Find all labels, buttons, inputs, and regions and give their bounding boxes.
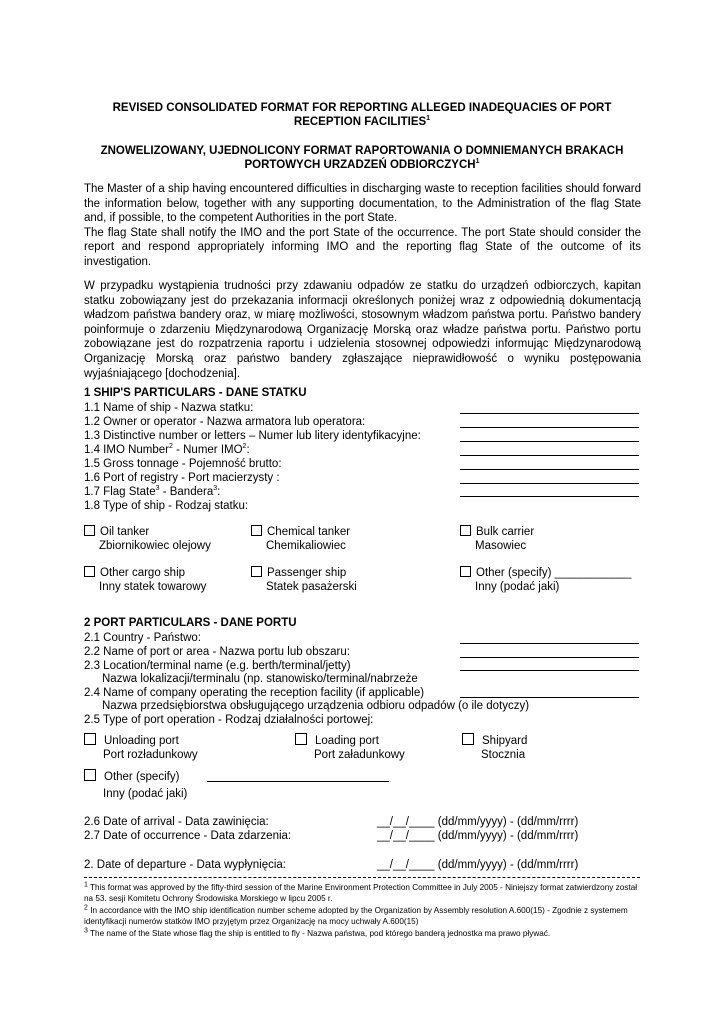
footnote-ref: 1 <box>475 158 480 166</box>
location-field[interactable] <box>460 670 639 671</box>
footnote-ref: 3 <box>213 485 218 493</box>
checkbox-icon[interactable] <box>462 733 474 745</box>
operation-other-field[interactable] <box>207 781 389 782</box>
checkbox-icon[interactable] <box>84 566 95 577</box>
option-label-pl: Inny (podać jaki) <box>475 581 560 593</box>
field-label-occurrence-date: 2.7 Date of occurrence - Data zdarzenia: <box>84 830 292 842</box>
imo-number-field[interactable] <box>460 455 639 456</box>
intro-polish-p: W przypadku wystąpienia trudności przy zdawaniu odpadów ze statku do urządzeń odbiorczych, kapitan statku zobowiązany jest do przekazania informacji określonych poniżej wraz z odpowiednią dokumentacją władzom państwa bandery oraz, w miarę możliwości, stosownym władzom państwa portu. Państwo bandery poinformuje o zdarzeniu Międzynarodową Organizację Morską oraz władze państwa portu. Państwo portu zobowiązane jest do rozpatrzenia raportu i udzielenia stosownej odpowiedzi informując Międzynarodową Organizację Morską oraz państwo bandery zgłaszające nieprawidłowość o wyniku postępowania wyjaśniającego [dochodzenia]. <box>84 280 641 380</box>
footnote-mark: 2 <box>84 904 88 912</box>
intro-english <box>84 182 641 270</box>
option-label: Other cargo ship <box>100 567 186 579</box>
operation-loading-port[interactable] <box>295 733 405 762</box>
option-label-pl: Masowiec <box>475 540 527 552</box>
option-label: Oil tanker <box>100 526 150 538</box>
footnote-ref: 2 <box>169 443 173 451</box>
footnote-ref: 3 <box>155 485 160 493</box>
intro-polish <box>84 279 641 381</box>
imo-label-pl: - Numer IMO <box>172 444 243 456</box>
field-label-gross-tonnage: 1.5 Gross tonnage - Pojemność brutto: <box>84 458 282 470</box>
checkbox-icon[interactable] <box>460 525 471 536</box>
field-label-distinctive-number: 1.3 Distinctive number or letters – Numer lub litery identyfikacyjne: <box>84 430 421 442</box>
option-label: Chemical tanker <box>267 526 351 538</box>
title-polish-text: ZNOWELIZOWANY, UJEDNOLICONY FORMAT RAPORTOWANIA O DOMNIEMANYCH BRAKACH PORTOWYCH URZADZEŃ ODBIORCZYCH <box>100 145 624 171</box>
option-label-pl: Inny (podać jaki) <box>103 788 188 800</box>
option-label: Loading port <box>315 735 379 747</box>
title-polish <box>84 144 640 172</box>
ship-type-other[interactable] <box>460 566 631 594</box>
distinctive-number-field[interactable] <box>460 441 639 442</box>
field-label-departure-date: 2. Date of departure - Data wypłynięcia: <box>84 859 286 871</box>
operation-other[interactable] <box>84 769 187 801</box>
option-label-pl: Chemikaliowiec <box>266 540 346 552</box>
flag-state-field[interactable] <box>460 496 639 497</box>
field-label-owner: 1.2 Owner or operator - Nazwa armatora lub operatora: <box>84 416 366 428</box>
field-label-location-pl: Nazwa lokalizacji/terminalu (np. stanowisko/terminal/nabrzeże <box>102 673 418 685</box>
footnote-text: In accordance with the IMO ship identification number scheme adopted by the Organization by Assembly resolution A.600(15) - Zgodnie z systemem identyfikacji numerów statków IMO przyjętym przez Organizację na mocy uchwały A.600(15) <box>84 906 628 926</box>
option-label-pl: Port załadunkowy <box>314 749 405 761</box>
field-label-operation-type: 2.5 Type of port operation - Rodzaj działalności portowej: <box>84 714 374 726</box>
checkbox-icon[interactable] <box>460 566 471 577</box>
option-label-pl: Stocznia <box>481 749 526 761</box>
flag-label-pl: - Bandera <box>159 486 214 498</box>
footnote-3 <box>84 929 644 940</box>
option-label-pl: Port rozładunkowy <box>103 749 198 761</box>
departure-date-field[interactable]: __/__/____ (dd/mm/yyyy) - (dd/mm/rrrr) <box>377 859 579 871</box>
imo-label-en: 1.4 IMO Number <box>84 444 169 456</box>
option-label: Other (specify) ____________ <box>476 567 632 579</box>
flag-label-en: 1.7 Flag State <box>84 486 156 498</box>
owner-field[interactable] <box>460 427 639 428</box>
section-1-heading: 1 SHIP'S PARTICULARS - DANE STATKU <box>84 387 307 399</box>
field-label-location: 2.3 Location/terminal name (e.g. berth/terminal/jetty) <box>84 660 351 672</box>
colon: : <box>217 486 221 498</box>
option-label-pl: Statek pasażerski <box>266 581 357 593</box>
country-field[interactable] <box>460 643 639 644</box>
option-label: Passenger ship <box>267 567 347 579</box>
port-name-field[interactable] <box>460 657 639 658</box>
footnote-1 <box>84 883 644 904</box>
checkbox-icon[interactable] <box>251 525 262 536</box>
field-label-ship-name: 1.1 Name of ship - Nazwa statku: <box>84 402 254 414</box>
footnote-mark: 1 <box>84 881 88 889</box>
company-field[interactable] <box>460 697 639 698</box>
ship-type-oil-tanker[interactable] <box>84 525 211 553</box>
footnote-ref: 2 <box>242 443 247 451</box>
field-label-port-registry: 1.6 Port of registry - Port macierzysty : <box>84 472 280 484</box>
checkbox-icon[interactable] <box>295 733 307 745</box>
gross-tonnage-field[interactable] <box>460 469 639 470</box>
field-label-arrival-date: 2.6 Date of arrival - Data zawinięcia: <box>84 816 269 828</box>
checkbox-icon[interactable] <box>84 525 95 536</box>
footnote-divider <box>84 877 640 878</box>
operation-unloading-port[interactable] <box>84 733 198 762</box>
intro-english-p2: The flag State shall notify the IMO and the port State of the occurrence. The port State should consider the report and respond appropriately informing IMO and the reporting flag State of the outcome of its investigation. <box>84 226 641 268</box>
ship-type-bulk-carrier[interactable] <box>460 525 534 553</box>
footnote-ref: 1 <box>426 115 431 123</box>
arrival-date-field[interactable]: __/__/____ (dd/mm/yyyy) - (dd/mm/rrrr) <box>377 816 579 828</box>
ship-type-passenger[interactable] <box>251 566 357 594</box>
ship-type-chemical-tanker[interactable] <box>251 525 350 553</box>
intro-english-p1: The Master of a ship having encountered difficulties in discharging waste to reception facilities should forward the information below, together with any supporting documentation, to the Administration of the flag State and, if possible, to the competent Authorities in the port State. <box>84 183 641 225</box>
field-label-country: 2.1 Country - Państwo: <box>84 632 201 644</box>
port-registry-field[interactable] <box>460 483 639 484</box>
option-label: Unloading port <box>104 735 179 747</box>
footnote-mark: 3 <box>84 927 88 935</box>
option-label: Other (specify) <box>104 771 180 783</box>
field-label-ship-type: 1.8 Type of ship - Rodzaj statku: <box>84 500 249 512</box>
field-label-company: 2.4 Name of company operating the reception facility (if applicable) <box>84 687 425 699</box>
checkbox-icon[interactable] <box>84 769 96 781</box>
option-label: Shipyard <box>482 735 528 747</box>
ship-name-field[interactable] <box>460 413 639 414</box>
field-label-imo-number <box>84 443 250 457</box>
option-label-pl: Inny statek towarowy <box>99 581 207 593</box>
occurrence-date-field[interactable]: __/__/____ (dd/mm/yyyy) - (dd/mm/rrrr) <box>377 830 579 842</box>
footnote-2 <box>84 906 644 927</box>
option-label: Bulk carrier <box>476 526 535 538</box>
title-english-text: REVISED CONSOLIDATED FORMAT FOR REPORTING ALLEGED INADEQUACIES OF PORT RECEPTION FACILITIES <box>112 102 612 128</box>
footnote-text: This format was approved by the fifty-third session of the Marine Environment Protection Committee in July 2005 - Niniejszy format zatwierdzony został na 53. sesji Komitetu Ochrony Środowiska Morskiego w lipcu 2005 r. <box>84 883 638 903</box>
section-2-heading: 2 PORT PARTICULARS - DANE PORTU <box>84 617 297 629</box>
checkbox-icon[interactable] <box>251 566 262 577</box>
option-label-pl: Zbiornikowiec olejowy <box>99 540 211 552</box>
operation-shipyard[interactable] <box>462 733 527 762</box>
ship-type-other-cargo[interactable] <box>84 566 206 594</box>
title-english <box>84 101 640 129</box>
checkbox-icon[interactable] <box>84 733 96 745</box>
colon: : <box>246 444 250 456</box>
field-label-company-pl: Nazwa przedsiębiorstwa obsługującego urządzenia odbioru odpadów (o ile dotyczy) <box>102 700 530 712</box>
footnote-text: The name of the State whose flag the ship is entitled to fly - Nazwa państwa, pod którego banderą jednostka ma prawo pływać. <box>90 929 551 938</box>
field-label-port-name: 2.2 Name of port or area - Nazwa portu lub obszaru: <box>84 646 350 658</box>
field-label-flag-state <box>84 485 220 499</box>
